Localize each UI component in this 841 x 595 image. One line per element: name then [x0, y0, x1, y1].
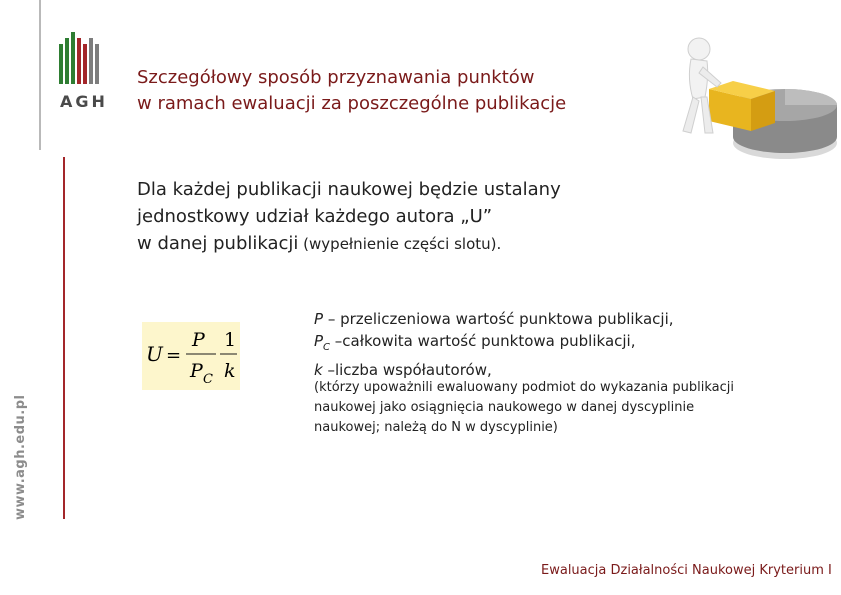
- formula: [142, 322, 240, 390]
- definition-pc: $P_C$ –całkowita wartość punktowa publikacji,: [314, 332, 636, 353]
- sidebar-divider-top: [39, 0, 41, 150]
- formula-den1: P: [190, 360, 203, 382]
- note-line-1: (którzy upoważnili ewaluowany podmiot do wykazania publikacji: [314, 380, 734, 395]
- footer-text: Ewaluacja Działalności Naukowej Kryterium I: [541, 563, 832, 578]
- note-line-2: naukowej jako osiągnięcia naukowego w danej dyscyplinie: [314, 400, 695, 415]
- formula-eq: =: [166, 345, 182, 366]
- formula-num2: 1: [224, 329, 237, 351]
- slide-title: [137, 65, 566, 117]
- intro-line-1: Dla każdej publikacji naukowej będzie ustalany: [137, 179, 561, 200]
- sidebar-divider-red: [63, 157, 65, 519]
- note-line-3: naukowej; należą do N w dyscyplinie): [314, 420, 558, 435]
- definitions-list: [314, 308, 674, 381]
- person-pushing-pie-chart-piece-icon: [665, 35, 840, 165]
- formula-num1: P: [192, 329, 205, 351]
- title-line-1: Szczegółowy sposób przyznawania punktów: [137, 67, 535, 88]
- authors-note: [314, 378, 814, 438]
- formula-den1-sub: C: [203, 372, 213, 387]
- formula-den2: k: [224, 360, 236, 382]
- formula-lhs: U: [146, 342, 163, 366]
- title-line-2: w ramach ewaluacji za poszczególne publikacje: [137, 93, 567, 114]
- intro-text: [137, 176, 561, 258]
- intro-line-2: jednostkowy udział każdego autora „U”: [137, 206, 493, 227]
- sidebar-url[interactable]: www.agh.edu.pl: [13, 394, 28, 520]
- definition-p: P – przeliczeniowa wartość punktowa publikacji,: [314, 310, 674, 328]
- formula-box: [142, 322, 240, 390]
- intro-line-3-note: (wypełnienie części slotu).: [298, 235, 502, 253]
- logo-text: AGH: [60, 92, 108, 111]
- intro-line-3: w danej publikacji (wypełnienie części slotu).: [137, 233, 502, 254]
- definition-k: k –liczba współautorów,: [314, 361, 492, 379]
